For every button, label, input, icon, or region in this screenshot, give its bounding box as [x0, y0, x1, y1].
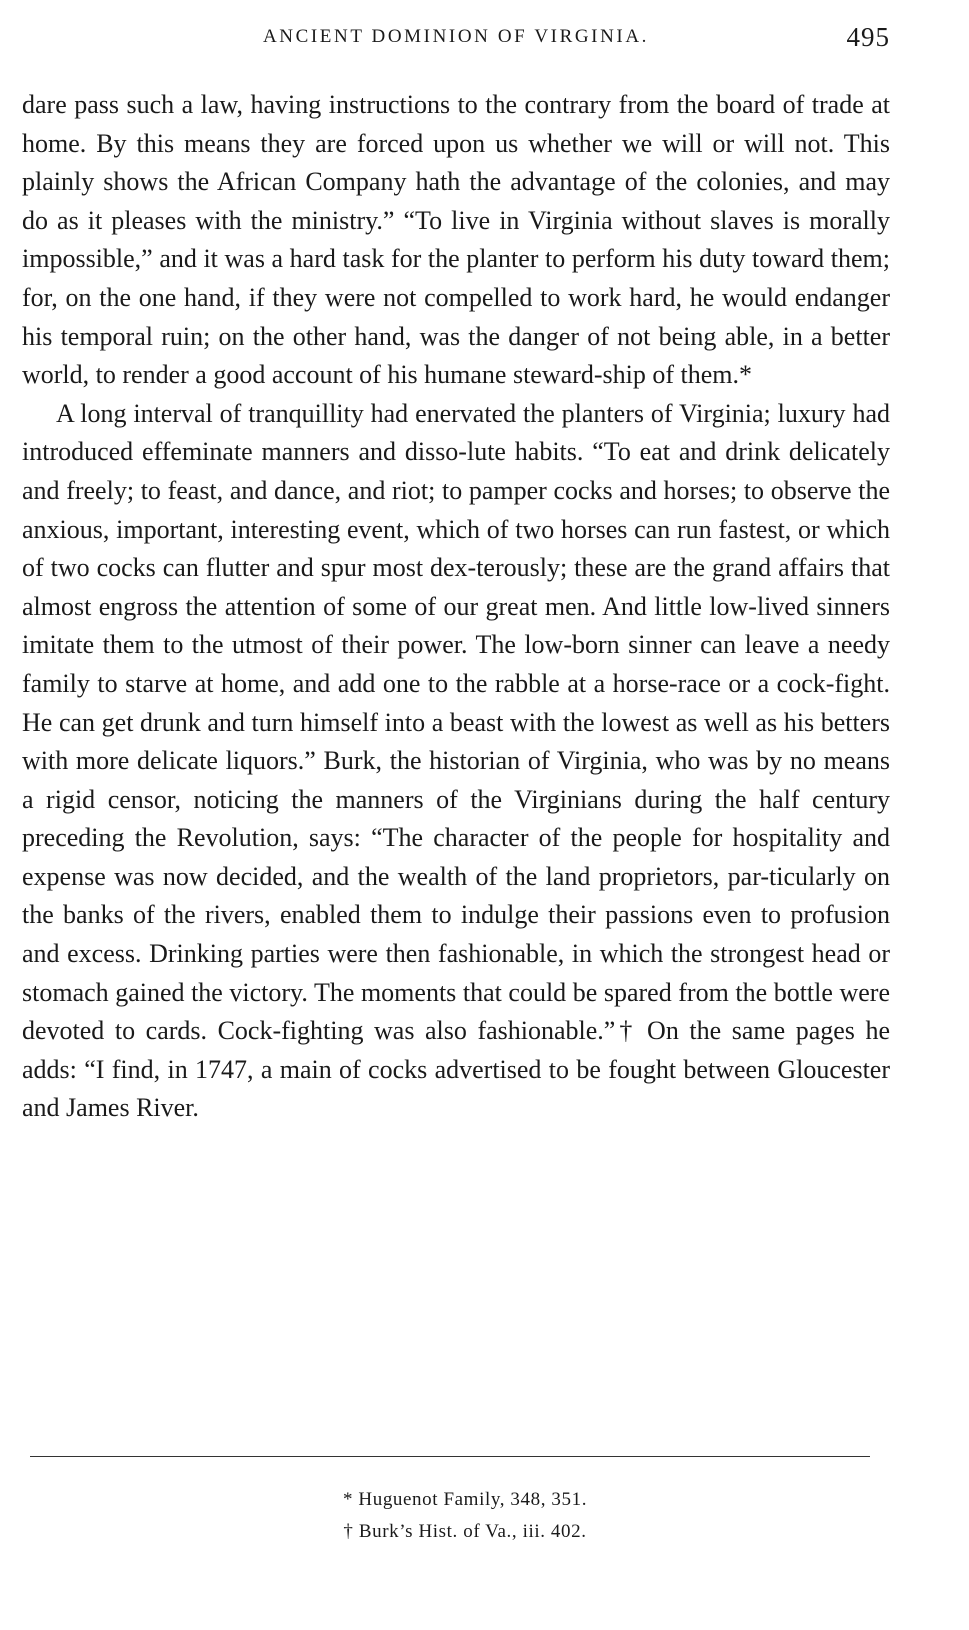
footnotes	[0, 1484, 930, 1548]
footnote-huguenot: * Huguenot Family, 348, 351.	[342, 1489, 588, 1510]
footnote-rule	[30, 1456, 870, 1457]
page-number: 495	[846, 22, 890, 52]
body-text	[22, 86, 890, 1128]
running-head	[22, 22, 890, 54]
paragraph-continued: dare pass such a law, having instructions to the contrary from the board of trade at home. By this means they are forced upon us whether we will or will not. This plainly shows the African Company hath the advantage of the colonies, and may do as it pleases with the ministry.” “To live in Virginia without slaves is morally impossible,” and it was a hard task for the planter to perform his duty toward them; for, on the one hand, if they were not compelled to work hard, he would endanger his temporal ruin; on the other hand, was the danger of not being able, in a better world, to render a good account of his humane steward-ship of them.*	[22, 90, 890, 390]
footnote-burk: † Burk’s Hist. of Va., iii. 402.	[343, 1521, 587, 1542]
paragraph-tranquillity: A long interval of tranquillity had enervated the planters of Virginia; luxury had introduced effeminate manners and disso-lute habits. “To eat and drink delicately and freely; to feast, and dance, and riot; to pamper cocks and horses; to observe the anxious, important, interesting event, which of two horses can run fastest, or which of two cocks can flutter and spur most dex-terously; these are the grand affairs that almost engross the attention of some of our great men. And little low-lived sinners imitate them to the utmost of their power. The low-born sinner can leave a needy family to starve at home, and add one to the rabble at a horse-race or a cock-fight. He can get drunk and turn himself into a beast with the lowest as well as his betters with more delicate liquors.” Burk, the historian of Virginia, who was by no means a rigid censor, noticing the manners of the Virginians during the half century preceding the Revolution, says: “The character of the people for hospitality and expense was now decided, and the wealth of the land proprietors, par-ticularly on the banks of the rivers, enabled them to indulge their passions even to profusion and excess. Drinking parties were then fashionable, in which the strongest head or stomach gained the victory. The moments that could be spared from the bottle were devoted to cards. Cock-fighting was also fashionable.”† On the same pages he adds: “I find, in 1747, a main of cocks advertised to be fought between Gloucester and James River.	[22, 398, 890, 1123]
running-title: ANCIENT DOMINION OF VIRGINIA.	[262, 26, 650, 47]
